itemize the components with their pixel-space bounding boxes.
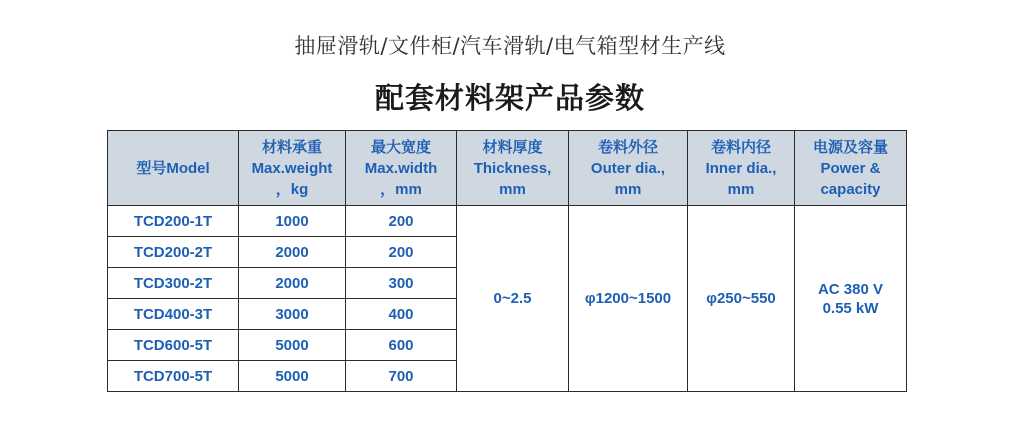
header-thickness-unit: mm [499,180,526,198]
header-thickness-en: Thickness, [473,159,552,177]
header-max-width [346,131,457,206]
header-model [108,131,239,206]
cell-outer-dia: φ1200~1500 [569,206,688,392]
cell-power [795,206,907,392]
cell-weight: 2000 [239,237,346,268]
header-thickness-cn: 材料厚度 [482,138,543,156]
cell-weight: 1000 [239,206,346,237]
header-outer-dia-unit: mm [614,180,642,198]
header-inner-dia-en: Inner dia., [705,159,777,177]
cell-power-capacity: 0.55 kW [822,299,879,317]
header-power-cn: 电源及容量 [812,138,888,156]
cell-width: 700 [346,361,457,392]
table-header-row [108,131,907,206]
cell-model: TCD200-1T [108,206,239,237]
header-outer-dia [569,131,688,206]
header-max-width-en: Max.width [364,159,438,177]
cell-width: 600 [346,330,457,361]
header-max-weight-cn: 材料承重 [261,138,322,156]
header-outer-dia-cn: 卷料外径 [597,138,658,156]
cell-model: TCD300-2T [108,268,239,299]
cell-weight: 5000 [239,361,346,392]
cell-weight: 5000 [239,330,346,361]
page-title: 配套材料架产品参数 [374,81,645,115]
cell-weight: 3000 [239,299,346,330]
header-thickness [457,131,569,206]
header-inner-dia [688,131,795,206]
cell-width: 300 [346,268,457,299]
header-max-width-unit: ，mm [380,180,422,198]
cell-width: 400 [346,299,457,330]
header-power-en2: capacity [820,180,881,198]
cell-model: TCD700-5T [108,361,239,392]
header-inner-dia-unit: mm [727,180,755,198]
cell-model: TCD200-2T [108,237,239,268]
cell-thickness: 0~2.5 [457,206,569,392]
header-inner-dia-cn: 卷料内径 [710,138,771,156]
header-power [795,131,907,206]
table-row [108,206,907,237]
cell-model: TCD400-3T [108,299,239,330]
cell-width: 200 [346,237,457,268]
header-max-width-cn: 最大宽度 [370,138,431,156]
cell-width: 200 [346,206,457,237]
cell-weight: 2000 [239,268,346,299]
header-outer-dia-en: Outer dia., [590,159,666,177]
header-power-en: Power & [820,159,881,177]
page-subtitle: 抽屉滑轨/文件柜/汽车滑轨/电气箱型材生产线 [294,34,726,58]
cell-model: TCD600-5T [108,330,239,361]
cell-power-voltage: AC 380 V [817,280,884,298]
cell-inner-dia: φ250~550 [688,206,795,392]
parameter-table [107,130,907,392]
header-model-text: 型号Model [136,159,210,177]
header-max-weight-en: Max.weight [251,159,333,177]
header-max-weight [239,131,346,206]
header-max-weight-unit: ，kg [275,180,309,198]
